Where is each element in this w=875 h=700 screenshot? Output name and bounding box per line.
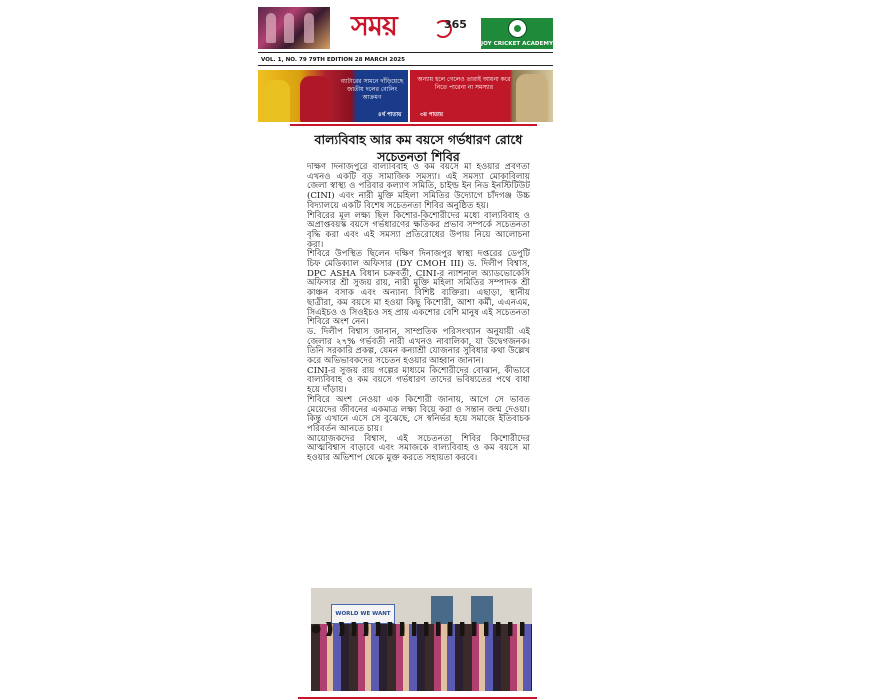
logo-text: সময় (351, 11, 397, 42)
teaser-cricket[interactable] (258, 70, 408, 122)
article-photo (311, 588, 532, 691)
teaser-page-ref: ৩য় পাতায় (420, 112, 444, 118)
player-photo (264, 80, 290, 122)
article-headline: বাল্যবিবাহ আর কম বয়সে গর্ভধারণ রোধে সচেতনতা শিবির (314, 132, 523, 164)
photo-banner: WORLD WE WANT (331, 604, 395, 624)
academy-name: JOY CRICKET ACADEMY (481, 41, 553, 47)
article-bottom-rule (298, 697, 537, 699)
teaser-headline: ব্যাটারের সামনে দাঁড়িয়েছে জাতীয় দলের বোলিং আক্রমণ (340, 78, 404, 101)
article-paragraph: ড. দিলীপ বিশ্বাস জানান, সাম্প্রতিক পরিসংখ্যান অনুযায়ী এই জেলার ২৭% গর্ভবতী নারী এখনও নাবালিকা, যা উদ্বেগজনক। তিনি সরকারি প্রকল্প, যেমন কন্যাশ্রী যোজনার সুবিধার কথা উল্লেখ করে অভিভাবকদের সচেতন হওয়ার আহ্বান জানান। (307, 326, 530, 367)
newspaper-logo (351, 10, 471, 46)
article-paragraph: শিবিরে উপস্থিত ছিলেন দক্ষিণ দিনাজপুর স্বাস্থ্য দপ্তরের ডেপুটি চিফ মেডিক্যাল অফিসার (DY CMOH III) ড. দিলীপ বিশ্বাস, DPC ASHA বিধান চক্রবর্তী, CINI-র ন্যাশনাল অ্যাডভোকেসি অফিসার শ্রী সুজয় রায়, নারী মুক্তি মহিলা সমিতির সম্পাদক শ্রী কাঞ্চন বসাক এবং অন্যান্য বিশিষ্ট ব্যক্তিরা। এছাড়া, স্থানীয় ছাত্রীরা, কম বয়সে মা হওয়া কিছু কিশোরী, আশা কর্মী, এএনএম, সিএইচও ও সিওইচও সহ প্রায় একশোর বেশি মানুষ এই সচেতনতা শিবিরে অংশ নেন। (307, 249, 530, 328)
article-body (307, 163, 530, 581)
officer-photo (516, 74, 548, 122)
academy-emblem-icon (508, 19, 527, 38)
teaser-page-ref: ৪র্থ পাতায় (378, 112, 402, 118)
academy-advert (481, 18, 553, 49)
article-paragraph: CINI-র সুজয় রায় গল্পের মাধ্যমে কিশোরীদের বোঝান, কীভাবে বাল্যবিবাহ ও কম বয়সে গর্ভধারণ তাদের ভবিষ্যতের পথে বাধা হয়ে দাঁড়ায়। (307, 365, 530, 396)
logo-number: 365 (444, 18, 467, 31)
article-paragraph: শিবিরে অংশ নেওয়া এক কিশোরী জানায়, আগে সে ভাবত মেয়েদের জীবনের একমাত্র লক্ষ্য বিয়ে করা ও সন্তান জন্ম দেওয়া। কিন্তু এখানে এসে সে বুঝেছে, সে স্বনির্ভর হয়ে সমাজে ইতিবাচক পরিবর্তন আনতে চায়। (307, 394, 530, 434)
article-paragraph: দক্ষিণ দিনাজপুরে বাল্যবিবাহ ও কম বয়সে মা হওয়ার প্রবণতা এখনও একটি বড় সামাজিক সমস্যা। এই সমস্যা মোকাবিলায় জেলা স্বাস্থ্য ও পরিবার কল্যাণ সমিতি, চাইল্ড ইন নিড ইনস্টিটিউট (CINI) এবং নারী মুক্তি মহিলা সমিতির উদ্যোগে চাঁদগঞ্জ উচ্চ বিদ্যালয়ে একটি বিশেষ সচেতনতা শিবির অনুষ্ঠিত হয়। (307, 163, 530, 211)
article-paragraph: শিবিরের মূল লক্ষ্য ছিল কিশোর-কিশোরীদের মধ্যে বাল্যবিবাহ ও অপ্রাপ্তবয়স্ক বয়সে গর্ভধারণের ক্ষতিকর প্রভাব সম্পর্কে সচেতনতা বৃদ্ধি করা এবং এই সমস্যা প্রতিরোধের উপায় নিয়ে আলোচনা করা। (307, 210, 530, 250)
article-top-rule (290, 124, 537, 126)
masthead-thumbnail-image (258, 7, 330, 49)
teaser-police[interactable] (410, 70, 553, 122)
teaser-headline: অন্যায় হলে গেলেও তারাই আয়না করে নিতে পারেনা না সমস্যার (417, 76, 511, 91)
article-paragraph: আয়োজকদের বিশ্বাস, এই সচেতনতা শিবির কিশোরীদের আত্মবিশ্বাস বাড়াবে এবং সমাজকে বাল্যবিবাহ ও কম বয়সে মা হওয়ার অভিশাপ থেকে মুক্ত করতে সহায়তা করবে। (307, 433, 530, 464)
volume-line: VOL. 1, NO. 79 79TH EDITION 28 MARCH 2025 (258, 52, 553, 66)
player-photo (300, 76, 330, 122)
